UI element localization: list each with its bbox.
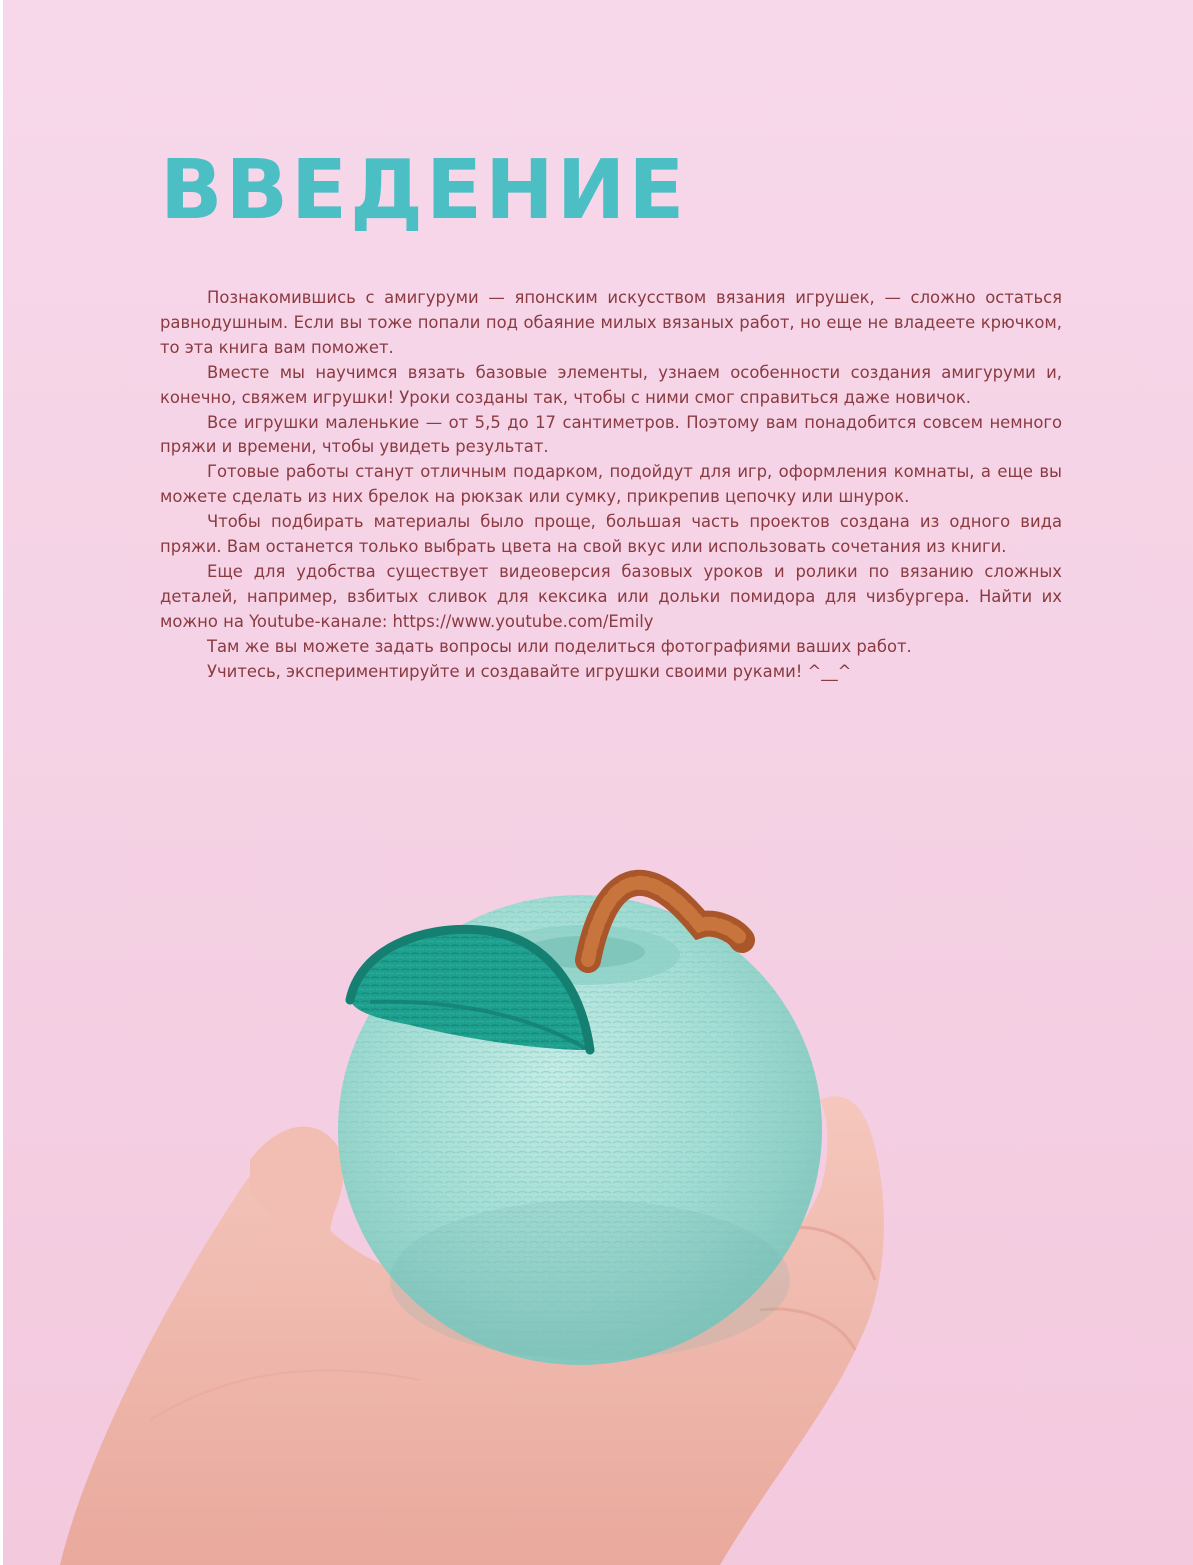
paragraph-7: Там же вы можете задать вопросы или поделиться фотографиями ваших работ. bbox=[207, 636, 912, 656]
paragraph-1: Познакомившись с амигуруми — японским искусством вязания игрушек, — сложно остаться равнодушным. Если вы тоже попали под обаяние милых вязаных работ, но еще не владеете крючком, то эта книга вам поможет. bbox=[160, 288, 1062, 357]
intro-text bbox=[160, 286, 1062, 685]
paragraph-6: Еще для удобства существует видеоверсия базовых уроков и ролики по вязанию сложных деталей, например, взбитых сливок для кексика или дольки помидора для чизбургера. Найти их можно на Youtube-канале: https://www.youtube.com/Emily bbox=[160, 561, 1062, 631]
paragraph-8: Учитесь, экспериментируйте и создавайте игрушки своими руками! ^__^ bbox=[207, 661, 852, 681]
crochet-apple-photo bbox=[0, 720, 1193, 1565]
paragraph-3: Все игрушки маленькие — от 5,5 до 17 сантиметров. Поэтому вам понадобится совсем немного пряжи и времени, чтобы увидеть результат. bbox=[160, 412, 1062, 457]
paragraph-4: Готовые работы станут отличным подарком, подойдут для игр, оформления комнаты, а еще вы можете сделать из них брелок на рюкзак или сумку, прикрепив цепочку или шнурок. bbox=[160, 462, 1062, 507]
paragraph-5: Чтобы подбирать материалы было проще, большая часть проектов создана из одного вида пряжи. Вам останется только выбрать цвета на свой вкус или использовать сочетания из книги. bbox=[160, 512, 1062, 557]
paragraph-2: Вместе мы научимся вязать базовые элементы, узнаем особенности создания амигуруми и, конечно, свяжем игрушки! Уроки созданы так, чтобы с ними смог справиться даже новичок. bbox=[160, 362, 1062, 407]
page-title: ВВЕДЕНИЕ bbox=[160, 143, 688, 238]
